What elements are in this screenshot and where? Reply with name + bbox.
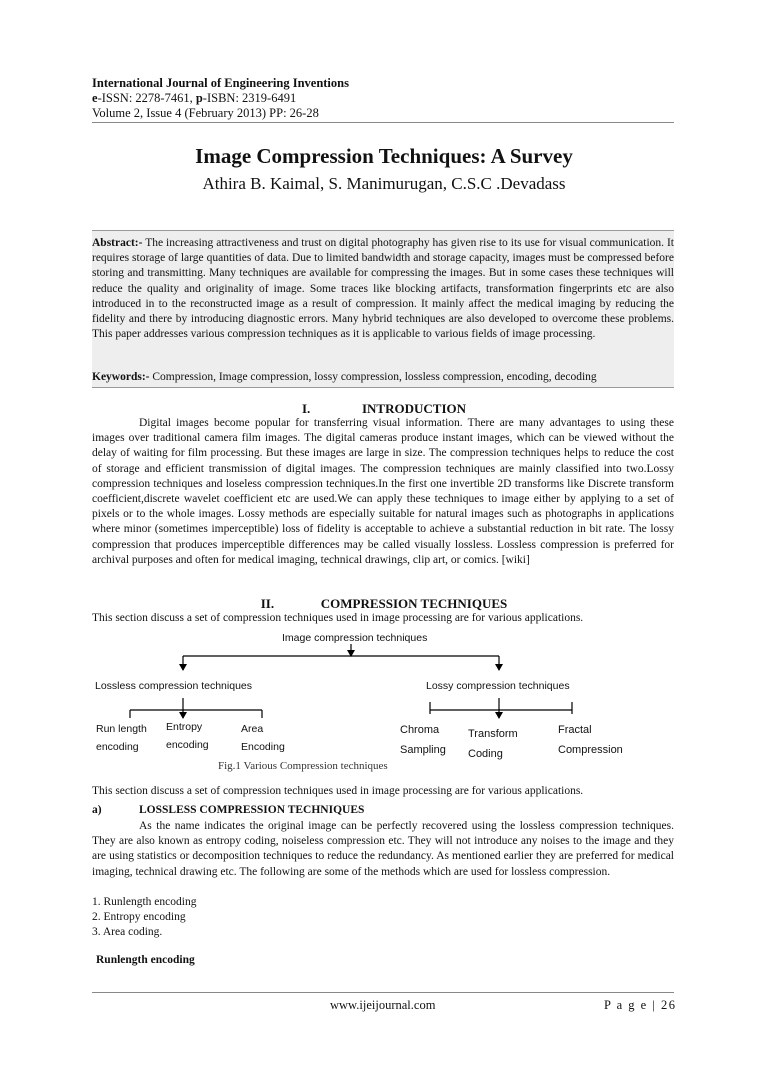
- compression-tree-diagram: [92, 630, 692, 775]
- footer-page-number: P a g e | 26: [604, 998, 677, 1012]
- keywords: Keywords:- Compression, Image compression, lossy compression, lossless compression, encoding, decoding: [92, 371, 597, 383]
- diagram-node-runlength: Run length encoding: [96, 723, 147, 753]
- footer-url: www.ijeijournal.com: [330, 998, 436, 1012]
- section2-intro: This section discuss a set of compression techniques used in image processing are for various applications.: [92, 612, 584, 624]
- figure-caption: Fig.1 Various Compression techniques: [218, 760, 388, 772]
- header-rule: [92, 122, 674, 123]
- footer-rule: [92, 992, 674, 993]
- section-heading-introduction: I. INTRODUCTION: [301, 401, 466, 416]
- diagram-node-entropy: Entropy encoding: [166, 721, 209, 751]
- volume-line: Volume 2, Issue 4 (February 2013) PP: 26-28: [92, 106, 319, 120]
- abstract: Abstract:- The increasing attractiveness and trust on digital photography has given rise to its use for visual communication. It requires storage of large quantities of data. Due to limited bandwidth and storage capacity, images must be compressed before storing and transmitting. Many techniques are available for compressing the images. But in some cases these techniques will reduce the quality and originality of image. Some traces like blocking artifacts, transformation fingerprints etc are also introduced in to the reconstructed image as a result of compression. It mainly affect the medical imaging by reducing the fidelity and there by introducing diagnostic errors. Many hybrid techniques are also developed to overcome these problems. This paper addresses various compression techniques as it is applicable to various fields of image processing.: [92, 237, 674, 341]
- diagram-node-area: Area Encoding: [241, 723, 285, 753]
- section-heading-compression: II. COMPRESSION TECHNIQUES: [260, 596, 508, 611]
- paper-authors: Athira B. Kaimal, S. Manimurugan, C.S.C .Devadass: [202, 174, 566, 193]
- diagram-lossless-label: Lossless compression techniques: [95, 680, 252, 692]
- list-item: 3. Area coding.: [92, 926, 163, 938]
- subsection-heading-lossless: a) LOSSLESS COMPRESSION TECHNIQUES: [92, 804, 365, 816]
- diagram-node-fractal: Fractal Compression: [558, 724, 623, 756]
- diagram-node-chroma: Chroma Sampling: [400, 724, 446, 756]
- diagram-root-label: Image compression techniques: [282, 632, 428, 644]
- lossless-text: As the name indicates the original image can be perfectly recovered using the lossless compression techniques. They are also known as entropy coding, noiseless compression etc. They will not introduce any noises to the image and they are using statistics or decomposition techniques to reduce the redundancy. As mentioned earlier they are preferred for medical imaging, technical drawing etc. The following are some of the methods which are used for lossless compression.: [92, 820, 674, 878]
- diagram-lossy-label: Lossy compression techniques: [426, 680, 570, 692]
- journal-name: International Journal of Engineering Inventions: [92, 76, 349, 90]
- paper-title: Image Compression Techniques: A Survey: [195, 144, 573, 168]
- list-item: 2. Entropy encoding: [92, 911, 186, 923]
- runlength-heading: Runlength encoding: [96, 954, 195, 966]
- issn-line: e-ISSN: 2278-7461, p-ISBN: 2319-6491: [92, 91, 297, 105]
- introduction-text: Digital images become popular for transferring visual information. There are many advantages to using these images over traditional camera film images. The digital cameras produce instant images, which can be viewed without the delay of waiting for film processing. But these images are large in size. The compression techniques helps to reduce the cost of storage and efficient transmission of digital images. The compression techniques are mainly classified into two.Lossy compression techniques and loseless compression techniques.In the first one invertible 2D transforms like Discrete transform coefficient,discrete wavelet coefficient etc are used.We can apply these techniques to image either by applying to a set of pixels or to the whole images. Lossy methods are especially suitable for natural images such as photographs in applications where minor (sometimes imperceptible) loss of fidelity is acceptable to achieve a substantial reduction in bit rate. The lossy compression that produces imperceptible differences may be called visually lossless. Lossless compression is preferred for archival purposes and often for medical imaging, technical drawings, clip art, or comics. [wiki]: [92, 417, 674, 566]
- list-item: 1. Runlength encoding: [92, 896, 197, 908]
- diagram-node-transform: Transform Coding: [468, 728, 518, 760]
- section2-repeated-text: This section discuss a set of compression techniques used in image processing are for various applications.: [92, 784, 584, 797]
